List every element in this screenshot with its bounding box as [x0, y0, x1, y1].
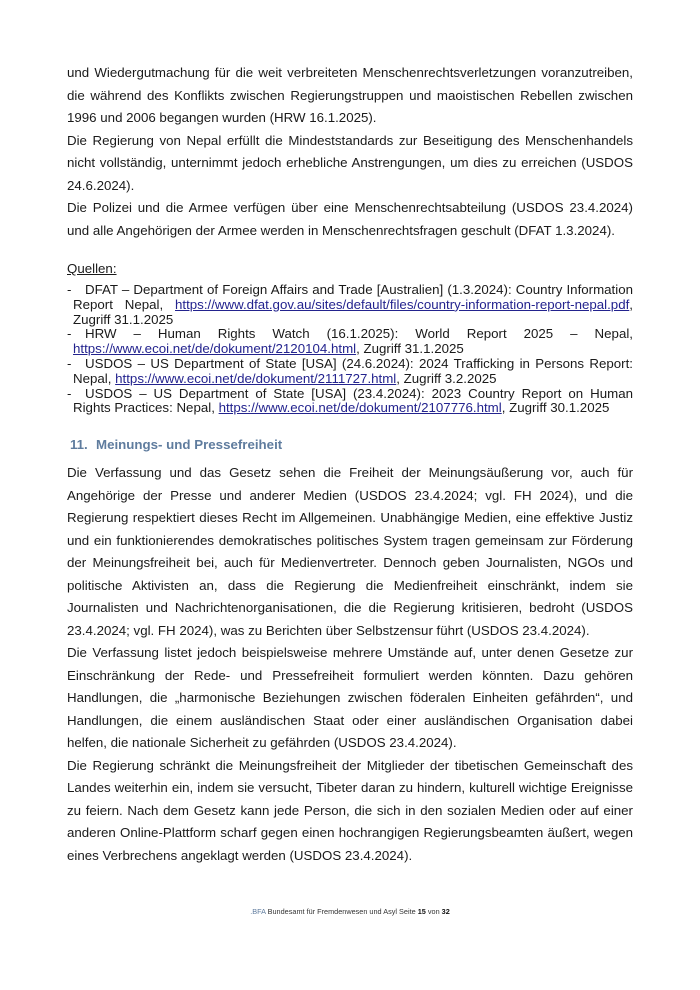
intro-paragraph-2: Die Regierung von Nepal erfüllt die Mindeststandards zur Beseitigung des Menschenhandels nicht vollständig, unternimmt jedoch erhebliche Anstrengungen, um dies zu erreichen (USDOS 24.6.2024).: [67, 132, 633, 193]
source-link-usdos-hr[interactable]: https://www.ecoi.net/de/dokument/2107776.html: [218, 400, 502, 416]
intro-paragraph-3: Die Polizei und die Armee verfügen über eine Menschenrechtsabteilung (USDOS 23.4.2024) und alle Angehörigen der Armee werden in Menschenrechtsfragen geschult (DFAT 1.3.2024).: [67, 200, 633, 238]
footer-org: Bundesamt für Fremdenwesen und Asyl Seite: [265, 907, 418, 916]
source-access: , Zugriff 30.1.2025: [501, 400, 610, 416]
source-text: USDOS – US Department of State [USA] (23.4.2024): 2023 Country Report on Human Rights Practices: Nepal,: [73, 385, 633, 416]
source-link-hrw[interactable]: https://www.ecoi.net/de/dokument/2120104.html: [73, 341, 357, 357]
list-dash: -: [67, 355, 72, 371]
source-link-usdos-tip[interactable]: https://www.ecoi.net/de/dokument/2111727.html: [115, 370, 397, 386]
source-access: , Zugriff 3.2.2025: [396, 370, 497, 386]
source-text: HRW – Human Rights Watch (16.1.2025): World Report 2025 – Nepal,: [85, 326, 633, 342]
page-number: 15: [417, 907, 426, 916]
source-access: , Zugriff 31.1.2025: [73, 296, 633, 327]
section-paragraph-1: Die Verfassung und das Gesetz sehen die Freiheit der Meinungsäußerung vor, auch für Angehörige der Presse und anderer Medien (USDOS 23.4.2024; vgl. FH 2024), und die Regierung respektiert dieses Recht im Allgemeinen. Unabhängige Medien, eine effektive Justiz und ein funktionierendes demokratisches politisches System tragen gemeinsam zur Förderung der Meinungsfreiheit bei, auch für Medienvertreter. Dennoch geben Journalisten, NGOs und politische Aktivisten an, dass die Regierung die Medienfreiheit einschränkt, indem sie Journalisten und Nachrichtenorganisationen, die die Regierung kritisieren, bedroht (USDOS 23.4.2024; vgl. FH 2024), was zu Berichten über Selbstzensur führt (USDOS 23.4.2024).: [67, 465, 633, 638]
source-text: DFAT – Department of Foreign Affairs and Trade [Australien] (1.3.2024): Country Information Report Nepal,: [73, 282, 633, 312]
source-text: USDOS – US Department of State [USA] (24.6.2024): 2024 Trafficking in Persons Report: Nepal,: [73, 355, 633, 386]
source-item-usdos-hr: [67, 387, 633, 417]
document-page: [67, 62, 633, 867]
list-dash: -: [67, 282, 72, 297]
page-total: 32: [441, 907, 450, 916]
list-dash: -: [67, 326, 72, 342]
source-item-usdos-tip: [67, 357, 633, 387]
source-item-dfat: [67, 283, 633, 327]
list-dash: -: [67, 385, 72, 401]
section-heading: [70, 436, 633, 454]
section-number: 11.: [70, 437, 88, 453]
section-paragraph-3: Die Regierung schränkt die Meinungsfreiheit der Mitglieder der tibetischen Gemeinschaft des Landes weiterhin ein, indem sie versucht, Tibeter daran zu hindern, kulturell wichtige Ereignisse zu feiern. Nach dem Gesetz kann jede Person, die sich in den sozialen Medien oder auf einer anderen Online-Plattform scharf gegen einen hochrangigen Regierungsbeamten äußert, wegen eines Verbrechens angeklagt werden (USDOS 23.4.2024).: [67, 757, 633, 863]
source-access: , Zugriff 31.1.2025: [356, 341, 464, 357]
page-footer: [0, 907, 700, 916]
intro-paragraph-1: und Wiedergutmachung für die weit verbreiteten Menschenrechtsverletzungen voranzutreiben, die während des Konflikts zwischen Regierungstruppen und maoistischen Rebellen zwischen 1996 und 2006 begangen wurden (HRW 16.1.2025).: [67, 65, 633, 125]
source-item-hrw: [67, 327, 633, 357]
source-link-dfat[interactable]: https://www.dfat.gov.au/sites/default/files/country-information-report-nepal.pdf: [175, 296, 630, 312]
section-paragraph-2: Die Verfassung listet jedoch beispielsweise mehrere Umstände auf, unter denen Gesetze zur Einschränkung der Rede- und Pressefreiheit formuliert werden könnten. Dazu gehören Handlungen, die „harmonische Beziehungen zwischen föderalen Einheiten gefährden“, und Handlungen, die einem ausländischen Staat oder einer ausländischen Organisation dabei helfen, die nationale Sicherheit zu gefährden (USDOS 23.4.2024).: [67, 645, 633, 751]
section-title: Meinungs- und Pressefreiheit: [96, 437, 283, 453]
sources-title: Quellen:: [67, 261, 117, 276]
footer-of: von: [425, 907, 442, 916]
source-list: [67, 283, 633, 416]
bfa-logo-text: .BFA: [250, 907, 266, 916]
